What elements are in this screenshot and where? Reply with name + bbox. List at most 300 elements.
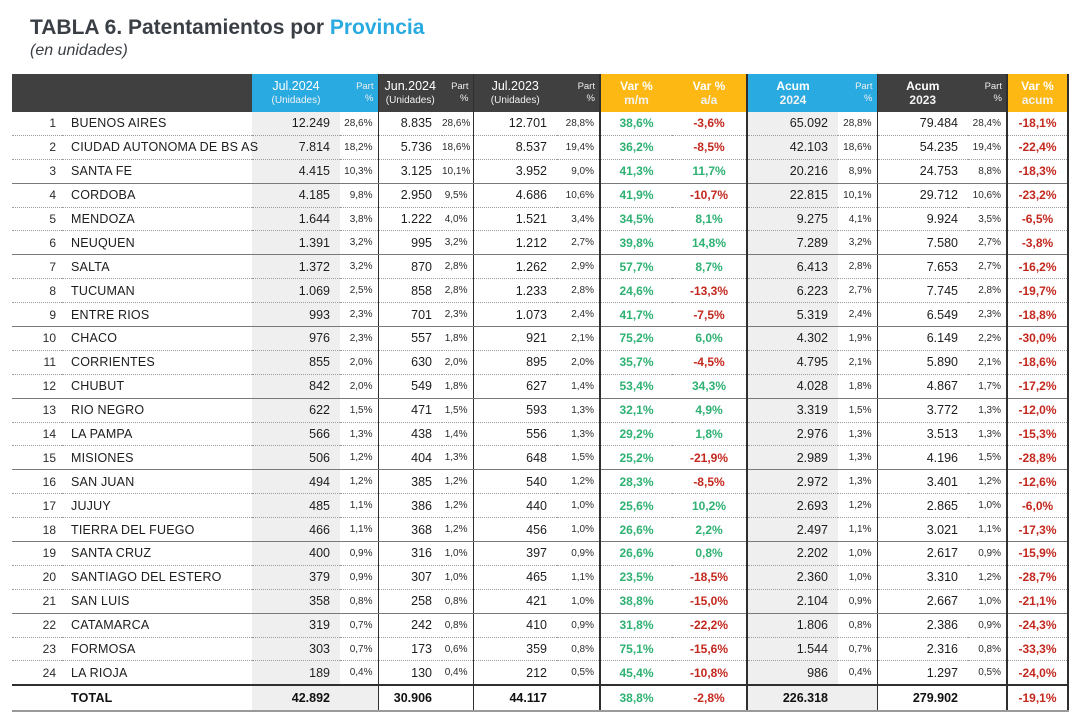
- acum-2023-part: 1,2%: [968, 470, 1007, 494]
- province-name: TUCUMAN: [62, 279, 252, 303]
- acum-2024-units: 7.289: [747, 231, 838, 255]
- jul-2023-part: 0,9%: [557, 542, 600, 566]
- var-mm-value: 41,7%: [600, 303, 672, 327]
- jul-2024-part: 3,2%: [340, 231, 378, 255]
- var-acum-value: -6,0%: [1007, 494, 1068, 518]
- var-aa-value: -15,6%: [672, 637, 747, 661]
- header-var-acum: Var % acum: [1007, 74, 1068, 112]
- jul-2024-part: 18,2%: [340, 135, 378, 159]
- var-aa-value: 6,0%: [672, 327, 747, 351]
- jun-2024-part: 1,0%: [442, 565, 473, 589]
- acum-2023-units: 54.235: [877, 135, 968, 159]
- jul-2024-part: 1,5%: [340, 398, 378, 422]
- province-name: BUENOS AIRES: [62, 112, 252, 135]
- province-name: TIERRA DEL FUEGO: [62, 518, 252, 542]
- total-part-jul-2023: [557, 685, 600, 711]
- jun-2024-units: 1.222: [378, 207, 442, 231]
- jul-2023-part: 1,4%: [557, 374, 600, 398]
- acum-2024-part: 2,1%: [838, 350, 877, 374]
- acum-2024-part: 2,7%: [838, 279, 877, 303]
- jul-2023-units: 648: [473, 446, 557, 470]
- var-mm-value: 26,6%: [600, 518, 672, 542]
- jul-2024-part: 3,8%: [340, 207, 378, 231]
- jun-2024-part: 2,0%: [442, 350, 473, 374]
- jun-2024-units: 3.125: [378, 159, 442, 183]
- jun-2024-units: 307: [378, 565, 442, 589]
- acum-2024-units: 6.413: [747, 255, 838, 279]
- table-row: [12, 327, 1068, 351]
- var-acum-value: -17,3%: [1007, 518, 1068, 542]
- header-acum-2024: Acum 2024: [747, 74, 838, 112]
- jun-2024-units: 471: [378, 398, 442, 422]
- jul-2023-part: 28,8%: [557, 112, 600, 135]
- var-acum-value: -22,4%: [1007, 135, 1068, 159]
- var-mm-value: 38,6%: [600, 112, 672, 135]
- jun-2024-units: 404: [378, 446, 442, 470]
- jul-2024-units: 319: [252, 613, 340, 637]
- jul-2024-part: 1,2%: [340, 446, 378, 470]
- jun-2024-units: 173: [378, 637, 442, 661]
- jul-2023-units: 4.686: [473, 183, 557, 207]
- jun-2024-units: 701: [378, 303, 442, 327]
- jun-2024-part: 2,8%: [442, 279, 473, 303]
- jun-2024-part: 4,0%: [442, 207, 473, 231]
- acum-2023-units: 79.484: [877, 112, 968, 135]
- jun-2024-part: 1,2%: [442, 494, 473, 518]
- var-acum-value: -23,2%: [1007, 183, 1068, 207]
- table-row: [12, 565, 1068, 589]
- jun-2024-units: 858: [378, 279, 442, 303]
- jul-2024-part: 2,5%: [340, 279, 378, 303]
- acum-2023-part: 2,1%: [968, 350, 1007, 374]
- table-row: [12, 350, 1068, 374]
- province-name: CHACO: [62, 327, 252, 351]
- table-row: [12, 398, 1068, 422]
- jul-2023-part: 1,3%: [557, 422, 600, 446]
- jun-2024-units: 549: [378, 374, 442, 398]
- jul-2023-part: 1,0%: [557, 494, 600, 518]
- var-acum-value: -16,2%: [1007, 255, 1068, 279]
- jul-2023-units: 593: [473, 398, 557, 422]
- acum-2023-units: 5.890: [877, 350, 968, 374]
- acum-2024-part: 1,5%: [838, 398, 877, 422]
- acum-2023-units: 2.316: [877, 637, 968, 661]
- acum-2024-part: 3,2%: [838, 231, 877, 255]
- province-name: LA PAMPA: [62, 422, 252, 446]
- table-row: [12, 231, 1068, 255]
- jul-2023-part: 1,2%: [557, 470, 600, 494]
- var-aa-value: -13,3%: [672, 279, 747, 303]
- acum-2023-units: 2.865: [877, 494, 968, 518]
- table-row: [12, 613, 1068, 637]
- province-name: CHUBUT: [62, 374, 252, 398]
- header-acum-2023: Acum 2023: [877, 74, 968, 112]
- row-number: 16: [12, 470, 62, 494]
- title-block: [0, 0, 1080, 60]
- var-aa-value: 1,8%: [672, 422, 747, 446]
- row-number: 19: [12, 542, 62, 566]
- acum-2024-part: 4,1%: [838, 207, 877, 231]
- var-mm-value: 75,2%: [600, 327, 672, 351]
- var-aa-value: 10,2%: [672, 494, 747, 518]
- var-acum-value: -19,7%: [1007, 279, 1068, 303]
- jul-2024-units: 189: [252, 661, 340, 685]
- acum-2024-units: 5.319: [747, 303, 838, 327]
- var-acum-value: -24,3%: [1007, 613, 1068, 637]
- jun-2024-units: 870: [378, 255, 442, 279]
- total-part-jul-2024: [340, 685, 378, 711]
- var-acum-value: -33,3%: [1007, 637, 1068, 661]
- province-name: LA RIOJA: [62, 661, 252, 685]
- jul-2024-part: 0,4%: [340, 661, 378, 685]
- acum-2024-part: 1,8%: [838, 374, 877, 398]
- jun-2024-part: 1,4%: [442, 422, 473, 446]
- table-row: [12, 542, 1068, 566]
- var-aa-value: 2,2%: [672, 518, 747, 542]
- var-mm-value: 38,8%: [600, 589, 672, 613]
- jun-2024-units: 995: [378, 231, 442, 255]
- var-mm-value: 31,8%: [600, 613, 672, 637]
- row-number: 24: [12, 661, 62, 685]
- row-number: 9: [12, 303, 62, 327]
- acum-2023-units: 29.712: [877, 183, 968, 207]
- header-part-acum-2024: Part %: [838, 74, 877, 112]
- var-acum-value: -18,3%: [1007, 159, 1068, 183]
- jul-2024-units: 379: [252, 565, 340, 589]
- jul-2024-units: 4.415: [252, 159, 340, 183]
- acum-2023-part: 2,7%: [968, 255, 1007, 279]
- var-acum-value: -12,0%: [1007, 398, 1068, 422]
- var-mm-value: 34,5%: [600, 207, 672, 231]
- acum-2023-units: 6.149: [877, 327, 968, 351]
- provinces-table-wrap: [12, 74, 1068, 712]
- jul-2024-part: 9,8%: [340, 183, 378, 207]
- var-mm-value: 41,3%: [600, 159, 672, 183]
- table-row: [12, 112, 1068, 135]
- row-number: 21: [12, 589, 62, 613]
- row-number: 15: [12, 446, 62, 470]
- acum-2024-units: 2.497: [747, 518, 838, 542]
- var-mm-value: 32,1%: [600, 398, 672, 422]
- acum-2023-units: 2.617: [877, 542, 968, 566]
- jul-2023-units: 3.952: [473, 159, 557, 183]
- jul-2023-units: 421: [473, 589, 557, 613]
- jun-2024-part: 1,3%: [442, 446, 473, 470]
- jun-2024-part: 0,8%: [442, 589, 473, 613]
- var-acum-value: -18,8%: [1007, 303, 1068, 327]
- acum-2024-part: 1,2%: [838, 494, 877, 518]
- jul-2024-part: 1,3%: [340, 422, 378, 446]
- table-row: [12, 159, 1068, 183]
- jun-2024-part: 1,2%: [442, 470, 473, 494]
- jul-2023-units: 627: [473, 374, 557, 398]
- province-name: CORDOBA: [62, 183, 252, 207]
- acum-2024-units: 2.202: [747, 542, 838, 566]
- table-row: [12, 183, 1068, 207]
- acum-2024-part: 1,3%: [838, 470, 877, 494]
- jun-2024-units: 438: [378, 422, 442, 446]
- jul-2023-units: 1.233: [473, 279, 557, 303]
- var-acum-value: -30,0%: [1007, 327, 1068, 351]
- acum-2024-units: 4.795: [747, 350, 838, 374]
- row-number: 4: [12, 183, 62, 207]
- header-part-jul-2023: Part %: [557, 74, 600, 112]
- var-aa-value: -18,5%: [672, 565, 747, 589]
- acum-2023-units: 1.297: [877, 661, 968, 685]
- province-name: JUJUY: [62, 494, 252, 518]
- header-jun-2024: Jun.2024 (Unidades): [378, 74, 442, 112]
- row-number: 18: [12, 518, 62, 542]
- var-aa-value: 4,9%: [672, 398, 747, 422]
- header-part-acum-2023: Part %: [968, 74, 1007, 112]
- jul-2023-units: 8.537: [473, 135, 557, 159]
- acum-2023-part: 0,9%: [968, 613, 1007, 637]
- acum-2023-units: 3.021: [877, 518, 968, 542]
- jun-2024-part: 0,6%: [442, 637, 473, 661]
- acum-2024-part: 1,0%: [838, 542, 877, 566]
- province-name: SAN LUIS: [62, 589, 252, 613]
- jun-2024-units: 386: [378, 494, 442, 518]
- var-mm-value: 25,2%: [600, 446, 672, 470]
- jul-2023-part: 0,9%: [557, 613, 600, 637]
- var-aa-value: -4,5%: [672, 350, 747, 374]
- jul-2023-units: 1.073: [473, 303, 557, 327]
- acum-2024-part: 0,4%: [838, 661, 877, 685]
- var-acum-value: -12,6%: [1007, 470, 1068, 494]
- var-acum-value: -24,0%: [1007, 661, 1068, 685]
- jul-2023-units: 556: [473, 422, 557, 446]
- jul-2024-part: 2,3%: [340, 327, 378, 351]
- jul-2024-units: 12.249: [252, 112, 340, 135]
- row-number: 7: [12, 255, 62, 279]
- acum-2024-units: 4.028: [747, 374, 838, 398]
- acum-2024-part: 8,9%: [838, 159, 877, 183]
- acum-2024-units: 1.806: [747, 613, 838, 637]
- province-name: ENTRE RIOS: [62, 303, 252, 327]
- acum-2023-part: 2,8%: [968, 279, 1007, 303]
- jul-2024-units: 506: [252, 446, 340, 470]
- jun-2024-part: 0,8%: [442, 613, 473, 637]
- row-number: 20: [12, 565, 62, 589]
- jun-2024-part: 18,6%: [442, 135, 473, 159]
- var-mm-value: 29,2%: [600, 422, 672, 446]
- table-header: [12, 74, 1068, 112]
- var-aa-value: -15,0%: [672, 589, 747, 613]
- header-part-jul-2024: Part %: [340, 74, 378, 112]
- var-aa-value: 14,8%: [672, 231, 747, 255]
- acum-2024-part: 0,7%: [838, 637, 877, 661]
- title-prefix: TABLA 6. Patentamientos por: [30, 16, 330, 39]
- row-number: 6: [12, 231, 62, 255]
- acum-2023-part: 1,2%: [968, 565, 1007, 589]
- jul-2023-units: 465: [473, 565, 557, 589]
- jul-2023-units: 440: [473, 494, 557, 518]
- var-acum-value: -3,8%: [1007, 231, 1068, 255]
- jul-2023-part: 1,1%: [557, 565, 600, 589]
- province-name: SANTIAGO DEL ESTERO: [62, 565, 252, 589]
- jul-2024-units: 842: [252, 374, 340, 398]
- acum-2023-units: 2.386: [877, 613, 968, 637]
- jul-2024-part: 1,2%: [340, 470, 378, 494]
- jul-2024-part: 2,0%: [340, 350, 378, 374]
- acum-2024-units: 2.972: [747, 470, 838, 494]
- jul-2024-units: 993: [252, 303, 340, 327]
- var-aa-value: -3,6%: [672, 112, 747, 135]
- table-row: [12, 279, 1068, 303]
- total-acum-2023: 279.902: [877, 685, 968, 711]
- table-row: [12, 518, 1068, 542]
- jul-2024-part: 3,2%: [340, 255, 378, 279]
- jul-2023-units: 359: [473, 637, 557, 661]
- var-mm-value: 25,6%: [600, 494, 672, 518]
- jul-2023-part: 1,0%: [557, 589, 600, 613]
- acum-2023-units: 6.549: [877, 303, 968, 327]
- jun-2024-units: 630: [378, 350, 442, 374]
- header-var-mm: Var % m/m: [600, 74, 672, 112]
- jul-2024-units: 855: [252, 350, 340, 374]
- jun-2024-units: 316: [378, 542, 442, 566]
- acum-2023-part: 2,2%: [968, 327, 1007, 351]
- var-acum-value: -21,1%: [1007, 589, 1068, 613]
- jun-2024-part: 1,8%: [442, 374, 473, 398]
- acum-2024-units: 2.989: [747, 446, 838, 470]
- var-acum-value: -17,2%: [1007, 374, 1068, 398]
- jul-2023-units: 895: [473, 350, 557, 374]
- jun-2024-units: 557: [378, 327, 442, 351]
- total-jun-2024: 30.906: [378, 685, 442, 711]
- var-aa-value: -10,7%: [672, 183, 747, 207]
- var-acum-value: -6,5%: [1007, 207, 1068, 231]
- acum-2024-part: 0,9%: [838, 589, 877, 613]
- acum-2024-part: 28,8%: [838, 112, 877, 135]
- row-number: 5: [12, 207, 62, 231]
- table-row: [12, 637, 1068, 661]
- acum-2024-units: 4.302: [747, 327, 838, 351]
- jul-2023-units: 212: [473, 661, 557, 685]
- jul-2023-part: 0,8%: [557, 637, 600, 661]
- acum-2023-part: 8,8%: [968, 159, 1007, 183]
- row-number: 17: [12, 494, 62, 518]
- row-number: 10: [12, 327, 62, 351]
- acum-2024-part: 18,6%: [838, 135, 877, 159]
- jun-2024-part: 3,2%: [442, 231, 473, 255]
- province-name: SALTA: [62, 255, 252, 279]
- row-number: 13: [12, 398, 62, 422]
- jun-2024-part: 9,5%: [442, 183, 473, 207]
- table-row: [12, 446, 1068, 470]
- acum-2024-part: 2,4%: [838, 303, 877, 327]
- var-mm-value: 39,8%: [600, 231, 672, 255]
- var-mm-value: 75,1%: [600, 637, 672, 661]
- var-aa-value: -21,9%: [672, 446, 747, 470]
- acum-2023-part: 0,5%: [968, 661, 1007, 685]
- acum-2023-part: 1,3%: [968, 422, 1007, 446]
- var-aa-value: -7,5%: [672, 303, 747, 327]
- var-aa-value: -8,5%: [672, 470, 747, 494]
- table-body: [12, 112, 1068, 685]
- acum-2023-part: 2,7%: [968, 231, 1007, 255]
- row-number: 23: [12, 637, 62, 661]
- acum-2023-units: 3.513: [877, 422, 968, 446]
- table-row: [12, 135, 1068, 159]
- jun-2024-units: 258: [378, 589, 442, 613]
- var-acum-value: -18,1%: [1007, 112, 1068, 135]
- province-name: CIUDAD AUTONOMA DE BS AS: [62, 135, 252, 159]
- header-jul-2024: Jul.2024 (Unidades): [252, 74, 340, 112]
- var-aa-value: -10,8%: [672, 661, 747, 685]
- jul-2023-part: 2,1%: [557, 327, 600, 351]
- jul-2023-part: 2,4%: [557, 303, 600, 327]
- province-name: NEUQUEN: [62, 231, 252, 255]
- jul-2023-part: 1,5%: [557, 446, 600, 470]
- acum-2024-part: 1,3%: [838, 446, 877, 470]
- total-part-acum-2024: [838, 685, 877, 711]
- acum-2024-units: 20.216: [747, 159, 838, 183]
- row-number: 2: [12, 135, 62, 159]
- jun-2024-part: 1,5%: [442, 398, 473, 422]
- acum-2023-units: 2.667: [877, 589, 968, 613]
- var-mm-value: 57,7%: [600, 255, 672, 279]
- province-name: SANTA CRUZ: [62, 542, 252, 566]
- table-row: [12, 470, 1068, 494]
- province-name: MENDOZA: [62, 207, 252, 231]
- table-row: [12, 255, 1068, 279]
- jul-2023-part: 2,8%: [557, 279, 600, 303]
- acum-2024-part: 1,1%: [838, 518, 877, 542]
- acum-2023-units: 4.196: [877, 446, 968, 470]
- total-var-aa: -2,8%: [672, 685, 747, 711]
- page-title: [30, 16, 1080, 40]
- jul-2024-units: 1.372: [252, 255, 340, 279]
- acum-2023-part: 1,7%: [968, 374, 1007, 398]
- province-name: SAN JUAN: [62, 470, 252, 494]
- jun-2024-part: 1,2%: [442, 518, 473, 542]
- row-number: 11: [12, 350, 62, 374]
- total-label: TOTAL: [62, 685, 252, 711]
- jun-2024-part: 10,1%: [442, 159, 473, 183]
- jul-2023-part: 3,4%: [557, 207, 600, 231]
- acum-2023-units: 3.401: [877, 470, 968, 494]
- var-acum-value: -28,7%: [1007, 565, 1068, 589]
- total-part-jun-2024: [442, 685, 473, 711]
- jul-2024-units: 1.069: [252, 279, 340, 303]
- total-blank: [12, 685, 62, 711]
- row-number: 22: [12, 613, 62, 637]
- jun-2024-units: 8.835: [378, 112, 442, 135]
- acum-2024-units: 42.103: [747, 135, 838, 159]
- var-mm-value: 23,5%: [600, 565, 672, 589]
- jun-2024-part: 1,0%: [442, 542, 473, 566]
- table-row: [12, 494, 1068, 518]
- province-name: SANTA FE: [62, 159, 252, 183]
- table-row: [12, 422, 1068, 446]
- jun-2024-part: 0,4%: [442, 661, 473, 685]
- var-mm-value: 41,9%: [600, 183, 672, 207]
- jul-2023-part: 0,5%: [557, 661, 600, 685]
- jul-2023-units: 540: [473, 470, 557, 494]
- jul-2023-units: 456: [473, 518, 557, 542]
- var-acum-value: -15,9%: [1007, 542, 1068, 566]
- acum-2023-units: 3.772: [877, 398, 968, 422]
- acum-2024-part: 0,8%: [838, 613, 877, 637]
- table-row: [12, 661, 1068, 685]
- province-name: CORRIENTES: [62, 350, 252, 374]
- acum-2024-part: 2,8%: [838, 255, 877, 279]
- acum-2023-part: 1,5%: [968, 446, 1007, 470]
- jul-2023-units: 1.262: [473, 255, 557, 279]
- jul-2024-units: 622: [252, 398, 340, 422]
- acum-2023-part: 0,9%: [968, 542, 1007, 566]
